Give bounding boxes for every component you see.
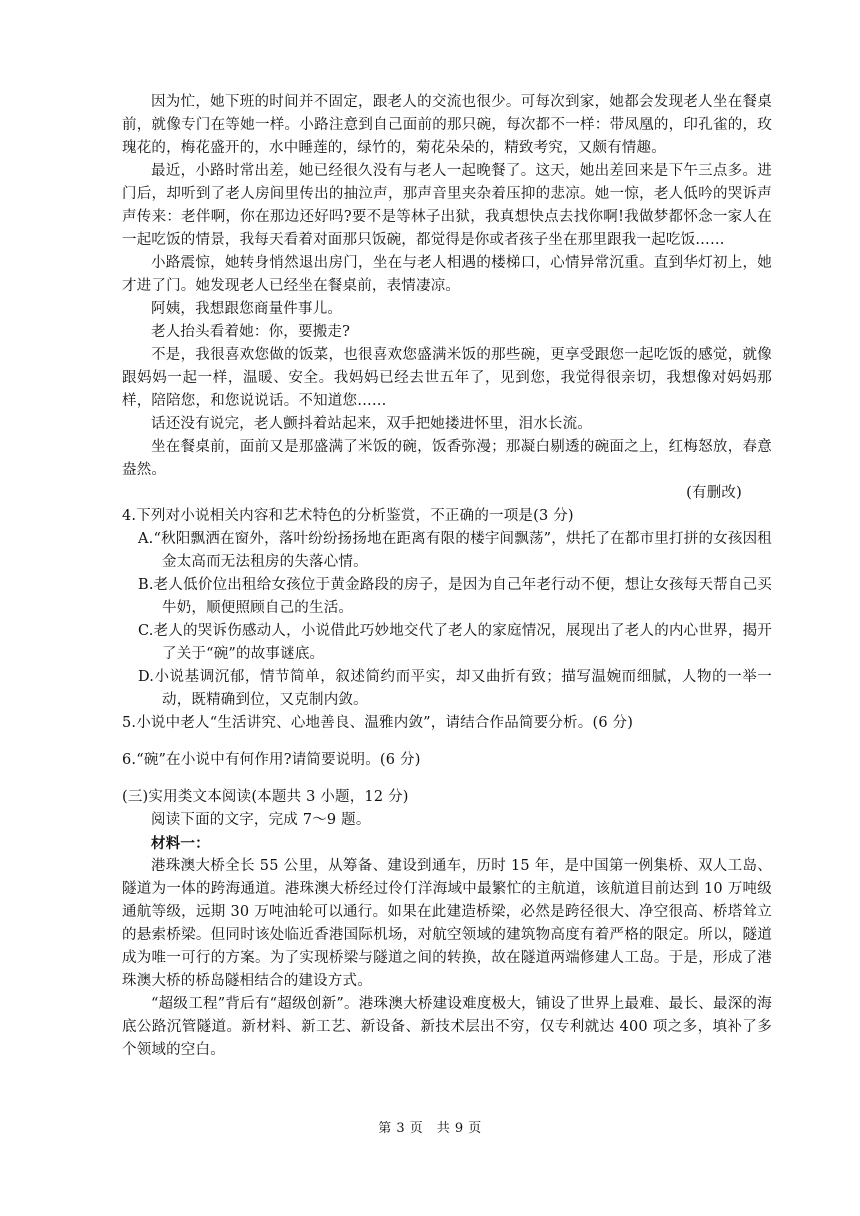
- story-paragraph: 小路震惊，她转身悄然退出房门，坐在与老人相遇的楼梯口，心情异常沉重。直到华灯初上，她才进了门。她发现老人已经坐在餐桌前，表情凄凉。: [122, 255, 772, 294]
- section-3-title: (三)实用类文本阅读(本题共 3 小题，12 分): [122, 789, 409, 805]
- story-paragraph: 坐在餐桌前，面前又是那盛满了米饭的碗，饭香弥漫；那凝白剔透的碗面之上，红梅怒放，春意盎然。: [122, 439, 772, 478]
- material-paragraph: “超级工程”背后有“超级创新”。港珠澳大桥建设难度极大，铺设了世界上最难、最长、最深的海底公路沉管隧道。新材料、新工艺、新设备、新技术层出不穷，仅专利就达 400 项之多，填补了多个领域的空白。: [122, 996, 772, 1058]
- story-paragraph: 因为忙，她下班的时间并不固定，跟老人的交流也很少。可每次到家，她都会发现老人坐在餐桌前，就像专门在等她一样。小路注意到自己面前的那只碗，每次都不一样：带凤凰的，印孔雀的，玫瑰花的，梅花盛开的，水中睡莲的，绿竹的，菊花朵朵的，精致考究，又颇有情趣。: [122, 94, 772, 156]
- question-4-option-b: B.老人低价位出租给女孩位于黄金路段的房子，是因为自己年老行动不便，想让女孩每天帮自己买牛奶，顺便照顾自己的生活。: [138, 577, 772, 616]
- question-5-stem: 5.小说中老人“生活讲究、心地善良、温雅内敛”，请结合作品简要分析。(6 分): [122, 715, 634, 731]
- question-6-stem: 6.“碗”在小说中有何作用?请简要说明。(6 分): [122, 752, 421, 768]
- answer-space: [122, 735, 772, 749]
- page-footer: 第 3 页 共 9 页: [378, 1121, 482, 1136]
- question-4-option-d: D.小说基调沉郁，情节简单，叙述简约而平实，却又曲折有致；描写温婉而细腻，人物的一举一动，既精确到位，又克制内敛。: [138, 669, 772, 708]
- story-paragraph: 话还没有说完，老人颤抖着站起来，双手把她搂进怀里，泪水长流。: [151, 416, 592, 432]
- answer-space: [122, 772, 772, 786]
- question-4-option-c: C.老人的哭诉伤感动人，小说借此巧妙地交代了老人的家庭情况，展现出了老人的内心世界，揭开了关于“碗”的故事谜底。: [138, 623, 772, 662]
- story-paragraph: 最近，小路时常出差，她已经很久没有与老人一起晚餐了。这天，她出差回来是下午三点多。进门后，却听到了老人房间里传出的抽泣声，那声音里夹杂着压抑的悲凉。她一惊，老人低吟的哭诉声声传来：老伴啊，你在那边还好吗?要不是等林子出狱，我真想快点去找你啊!我做梦都怀念一家人在一起吃饭的情景，我每天看着对面那只饭碗，都觉得是你或者孩子坐在那里跟我一起吃饭……: [122, 163, 772, 248]
- edit-note: (有删改): [686, 485, 742, 501]
- material-one-label: 材料一：: [151, 835, 210, 852]
- story-paragraph: 不是，我很喜欢您做的饭菜，也很喜欢您盛满米饭的那些碗，更享受跟您一起吃饭的感觉，就像跟妈妈一起一样，温暖、安全。我妈妈已经去世五年了，见到您，我觉得很亲切，我想像对妈妈那样，陪陪您，和您说说话。不知道您……: [122, 347, 772, 409]
- story-paragraph: 阿姨，我想跟您商量件事儿。: [151, 301, 343, 317]
- page-content: [122, 91, 772, 1062]
- story-paragraph: 老人抬头看着她：你，要搬走?: [151, 324, 351, 340]
- material-paragraph: 港珠澳大桥全长 55 公里，从筹备、建设到通车，历时 15 年，是中国第一例集桥、双人工岛、隧道为一体的跨海通道。港珠澳大桥经过伶仃洋海域中最繁忙的主航道，该航道目前达到 10 万吨级通航等级，远期 30 万吨油轮可以通行。如果在此建造桥梁，必然是跨径很大、净空很高、桥塔耸立的悬索桥梁。但同时该处临近香港国际机场，对航空领域的建筑物高度有着严格的限定。所以，隧道成为唯一可行的方案。为了实现桥梁与隧道之间的转换，故在隧道两端修建人工岛。于是，形成了港珠澳大桥的桥岛隧相结合的建设方式。: [122, 858, 772, 989]
- section-3-instruction: 阅读下面的文字，完成 7～9 题。: [151, 812, 371, 828]
- question-4-option-a: A.“秋阳飘洒在窗外，落叶纷纷扬扬地在距离有限的楼宇间飘荡”，烘托了在都市里打拼的女孩因租金太高而无法租房的失落心情。: [138, 531, 772, 570]
- question-4-stem: 4.下列对小说相关内容和艺术特色的分析鉴赏，不正确的一项是(3 分): [122, 508, 574, 524]
